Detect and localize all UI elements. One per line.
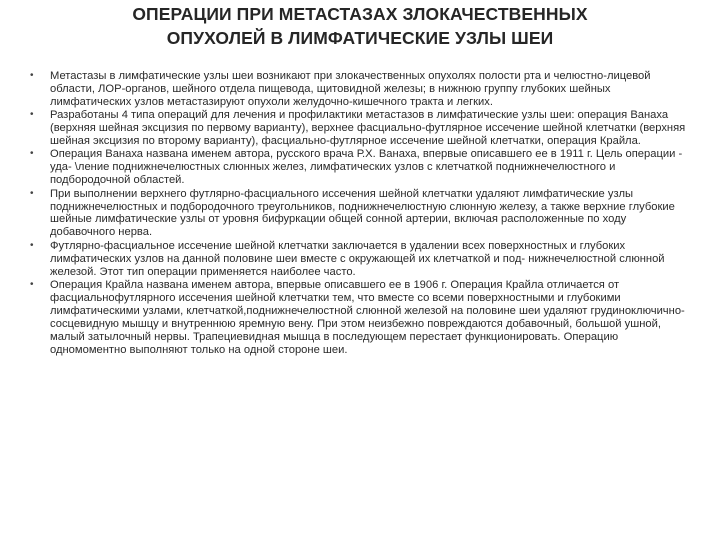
bullet-dot-icon: •: [30, 109, 34, 121]
bullet-dot-icon: •: [30, 279, 34, 290]
bullet-dot-icon: •: [30, 70, 34, 81]
slide-title-line-2: ОПУХОЛЕЙ В ЛИМФАТИЧЕСКИЕ УЗЛЫ ШЕИ: [166, 28, 554, 48]
bullet-dot-icon: •: [30, 239, 34, 251]
bullet-text: Операция Ванаха названа именем автора, русского врача Р.Х. Ванаха, впервые описавшего ее в 1911 г. Цель операции - уда- \ление поднижнечелюстных слюнных желез, лимфатических узлов с клетчаткой поднижнечелюстного и подбородочной областей.: [50, 148, 683, 187]
bullet-item: [30, 240, 690, 279]
bullet-text: Футлярно-фасциальное иссечение шейной клетчатки заключается в удалении всех поверхностных и глубоких лимфатических узлов на данной половине шеи вместе с окружающей их клетчаткой и под- нижнечелюстной слюнной железой. Этот тип операции применяется наиболее часто.: [50, 239, 665, 278]
bullet-list: [30, 70, 690, 357]
bullet-text: Разработаны 4 типа операций для лечения и профилактики метастазов в лимфатические узлы шеи: операция Ванаха (верхняя шейная эксцизия по первому варианту), верхнее фасциально-футлярное иссечение шейной клетчатки (верхняя шейная эксцизия по второму варианту), фасциально-футлярное иссечение шейной клетчатки, операция Крайла.: [50, 109, 686, 148]
bullet-text: Метастазы в лимфатические узлы шеи возникают при злокачественных опухолях полости рта и челюстно-лицевой области, ЛОР-органов, шейного отдела пищевода, щитовидной железы; в нижнюю группу глубоких шейных лимфатических узлов метастазируют опухоли желудочно-кишечного тракта и легких.: [50, 70, 651, 108]
bullet-text: При выполнении верхнего футлярно-фасциального иссечения шейной клетчатки удаляют лимфатические узлы поднижнечелюстных и подбородочного треугольников, поднижнечелюстную слюнную железу, а также верхние глубокие шейные лимфатические узлы от уровня бифуркации общей сонной артерии, включая расположенные по ходу добавочного нерва.: [50, 187, 675, 239]
bullet-item: [30, 148, 690, 187]
bullet-item: [30, 109, 690, 148]
bullet-dot-icon: •: [30, 187, 34, 199]
bullet-item: [30, 279, 690, 356]
bullet-dot-icon: •: [30, 148, 34, 160]
slide-title: [60, 2, 660, 50]
bullet-item: [30, 188, 690, 240]
bullet-text: Операция Крайла названа именем автора, впервые описавшего ее в 1906 г. Операция Крайла отличается от фасциальнофутлярного иссечения шейной клетчатки тем, что вместе со всеми поверхностными и глубокими лимфатическими узлами, клетчаткой,поднижнечелюстной слюнной железой на половине шеи удаляют грудиноключично-сосцевидную мышцу и внутреннюю яремную вену. При этом неизбежно повреждаются добавочный, большой ушной, малый затылочный нервы. Трапециевидная мышца в последующем перестает функционировать. Операцию одномоментно выполняют только на одной стороне шеи.: [50, 279, 685, 356]
bullet-item: [30, 70, 690, 109]
slide-title-line-1: ОПЕРАЦИИ ПРИ МЕТАСТАЗАХ ЗЛОКАЧЕСТВЕННЫХ: [132, 4, 588, 24]
